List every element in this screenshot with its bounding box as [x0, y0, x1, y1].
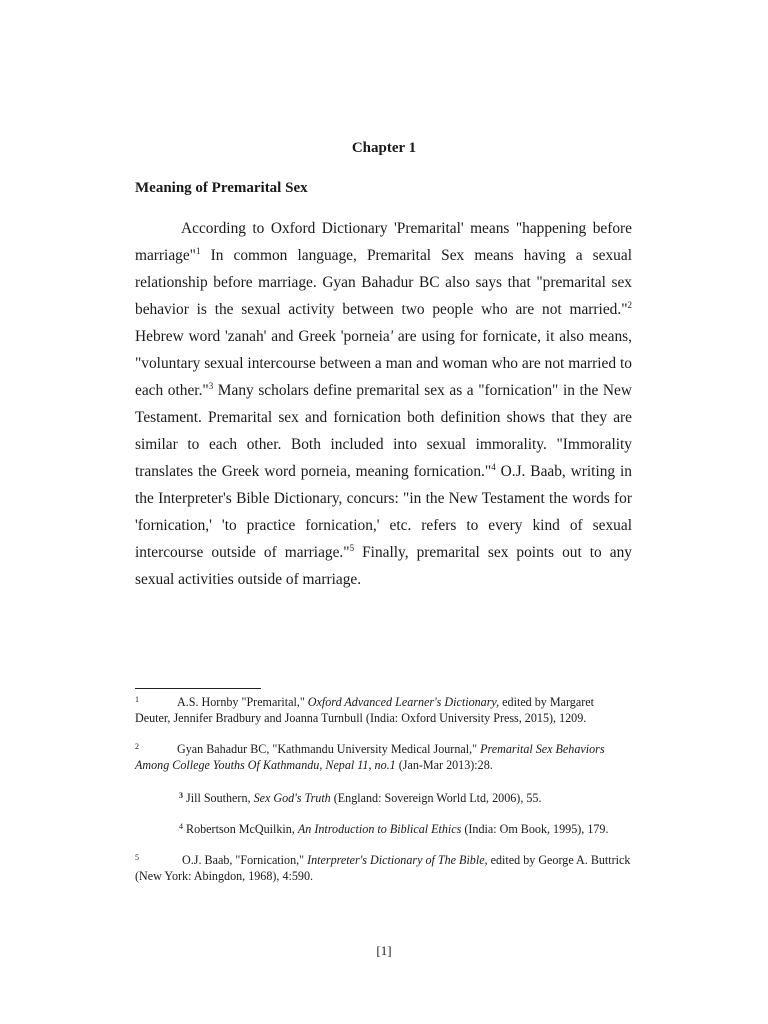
footnote-2 [135, 741, 632, 773]
footnote-number: 2 [135, 742, 139, 751]
section-heading: Meaning of Premarital Sex [135, 180, 308, 196]
footnote-number: 5 [135, 853, 139, 862]
footnote-ref-1[interactable]: 1 [195, 246, 201, 256]
body-text-4: Many scholars define premarital sex as a "fornication" in the New Testament. Premarital sex and fornication both definition shows that they are similar to each other. Both included into sexual immorality. "Immorality translates the Greek word porneia, meaning fornication." [135, 382, 632, 480]
footnote-title: An Introduction to Biblical Ethics [297, 822, 462, 836]
footnote-title: Interpreter's Dictionary of The Bible [307, 853, 485, 867]
body-paragraph [135, 215, 632, 593]
chapter-title: Chapter 1 [351, 140, 417, 156]
footnote-ref-3[interactable]: 3 [208, 381, 214, 391]
footnote-text: edited by Margaret Deuter, Jennifer Bradbury and Joanna Turnbull (India: Oxford University Press, 2015), 1209. [135, 695, 594, 725]
footnote-text: Robertson McQuilkin, [183, 822, 298, 836]
footnote-title: Sex God's Truth [253, 791, 331, 805]
page-number: [1] [376, 943, 392, 958]
footnote-text: Gyan Bahadur BC, "Kathmandu University Medical Journal," [177, 742, 481, 756]
footnote-text: (Jan-Mar 2013):28. [395, 758, 493, 772]
body-text-6: Finally, premarital sex points out to any sexual activities outside of marriage. [135, 544, 633, 588]
body-text-1: According to Oxford Dictionary 'Premarital' means "happening before marriage" [135, 220, 632, 264]
footnote-number: 1 [135, 695, 139, 704]
footnote-title: Oxford Advanced Learner's Dictionary, [307, 695, 500, 709]
footnote-text: Jill Southern, [183, 791, 254, 805]
footnote-ref-2[interactable]: 2 [627, 300, 632, 310]
footnote-text: , edited by George A. Buttrick (New York: Abingdon, 1968), 4:590. [135, 853, 631, 883]
footnote-1 [135, 694, 632, 726]
footnote-ref-4[interactable]: 4 [491, 462, 496, 472]
footnote-number: 4 [179, 822, 183, 831]
footnote-5 [135, 852, 632, 884]
body-text-3a: Hebrew word 'zanah' and Greek 'porneia [135, 328, 390, 345]
footnote-title: Premarital Sex Behaviors Among College Youths Of Kathmandu, Nepal 11, no.1 [135, 742, 605, 772]
footnote-text: A.S. Hornby "Premarital," [177, 695, 308, 709]
footnote-text: O.J. Baab, "Fornication," [179, 853, 308, 867]
body-text-5: O.J. Baab, writing in the Interpreter's Bible Dictionary, concurs: "in the New Testament the words for 'fornication,' 'to practice fornication,' etc. refers to every kind of sexual intercourse outside of marriage." [135, 463, 632, 561]
body-text-3-italic: ' [389, 328, 393, 345]
footnote-text: (India: Om Book, 1995), 179. [461, 822, 609, 836]
body-text-3b: are using for fornicate, it also means, "voluntary sexual intercourse between a man and woman who are not married to each other." [135, 328, 632, 399]
footnote-4 [135, 821, 632, 837]
footnote-separator [135, 688, 261, 689]
body-text-2: In common language, Premarital Sex means having a sexual relationship before marriage. Gyan Bahadur BC also says that "premarital sex behavior is the sexual activity between two people who are not married." [135, 247, 632, 318]
footnote-3 [135, 790, 632, 806]
footnote-number: 3 [179, 791, 183, 800]
footnote-text: (England: Sovereign World Ltd, 2006), 55. [330, 791, 542, 805]
footnote-ref-5[interactable]: 5 [349, 543, 355, 553]
